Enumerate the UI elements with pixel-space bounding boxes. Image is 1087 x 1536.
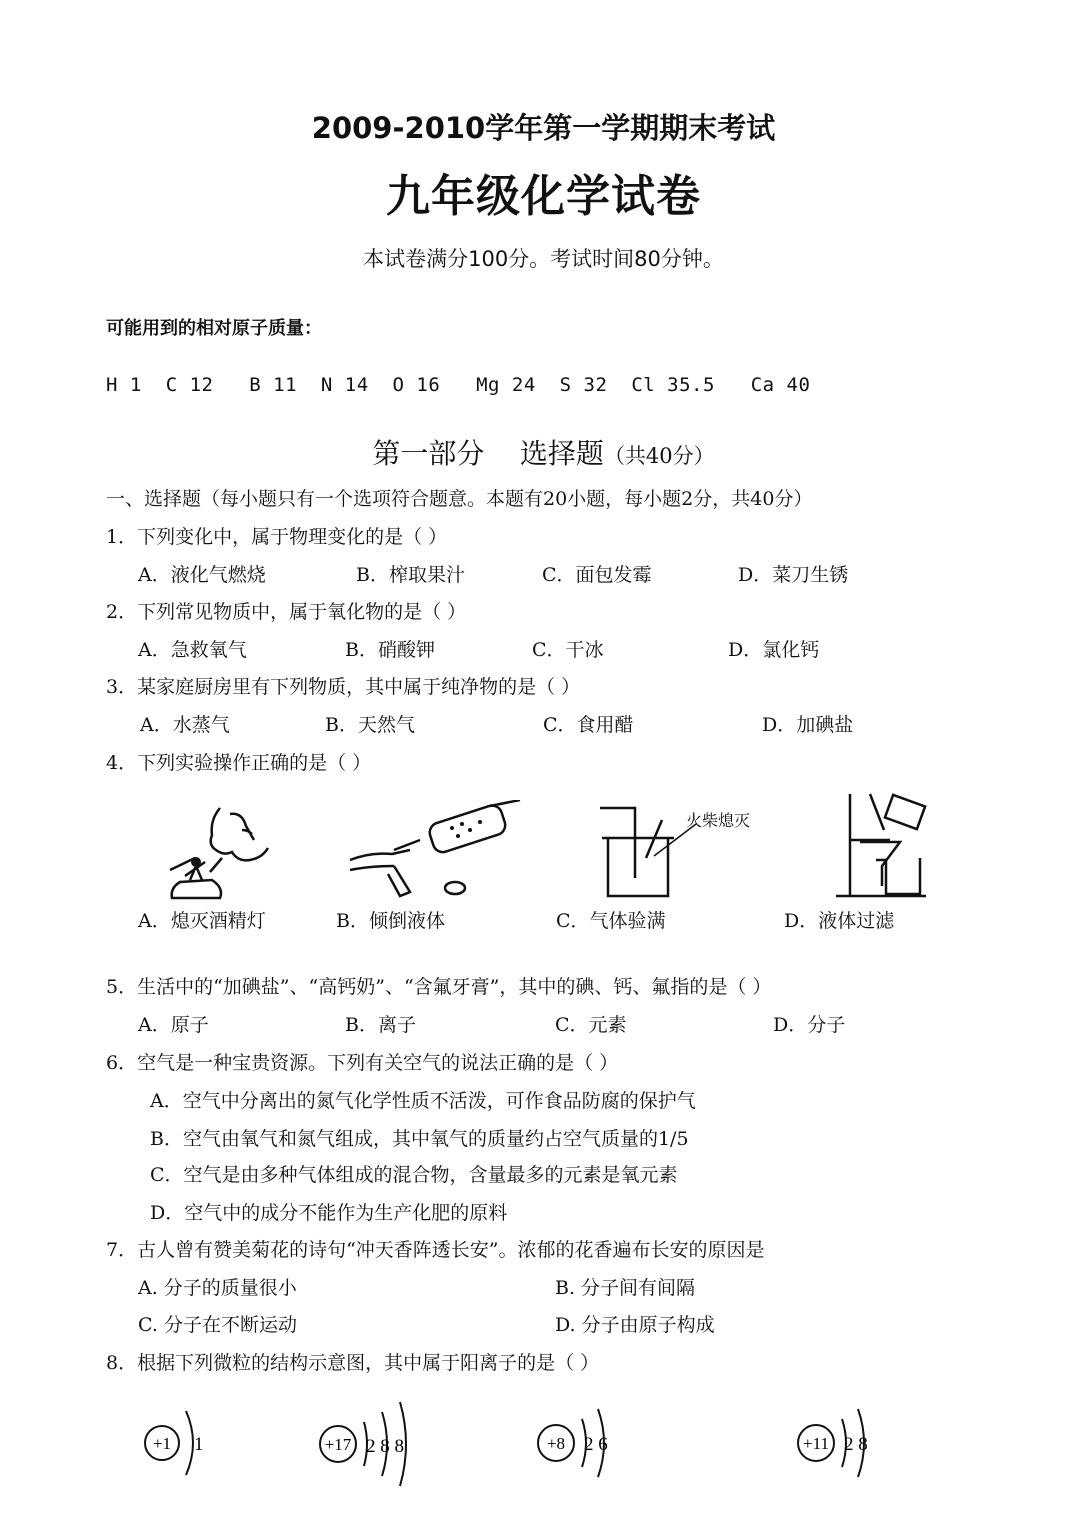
option: A．空气中分离出的氮气化学性质不活泼，可作食品防腐的保护气 xyxy=(150,1090,696,1112)
option: D．空气中的成分不能作为生产化肥的原料 xyxy=(150,1202,508,1224)
nucleus-charge: +1 xyxy=(152,1434,172,1453)
figure-filtration xyxy=(830,790,930,902)
option: C．元素 xyxy=(555,1014,627,1036)
electron-shells: 2 8 8 xyxy=(366,1436,404,1457)
electron-shells: 2 8 xyxy=(844,1434,868,1455)
option: C．面包发霉 xyxy=(542,564,652,586)
figure-extinguish-lamp xyxy=(150,800,280,905)
option: A．液化气燃烧 xyxy=(138,564,266,586)
nucleus-charge: +17 xyxy=(324,1435,352,1454)
electron-shells: 1 xyxy=(194,1434,204,1455)
part-heading-note: （共40分） xyxy=(603,444,715,468)
figure-label-match-out: 火柴熄灭 xyxy=(686,811,751,830)
option: D．氯化钙 xyxy=(728,639,820,661)
option: D．分子 xyxy=(773,1014,846,1036)
question-stem: 7．古人曾有赞美菊花的诗句“冲天香阵透长安”。浓郁的花香遍布长安的原因是 xyxy=(106,1239,765,1261)
part-heading-text: 第一部分 选择题 xyxy=(372,437,604,470)
question-stem: 3．某家庭厨房里有下列物质，其中属于纯净物的是（ ） xyxy=(106,676,581,698)
option: A．急救氧气 xyxy=(138,639,247,661)
option: B．倾倒液体 xyxy=(336,910,445,932)
particle-diagram xyxy=(532,1405,632,1485)
option: D．菜刀生锈 xyxy=(738,564,849,586)
figure-label-pointer xyxy=(650,820,700,860)
option: C．干冰 xyxy=(532,639,604,661)
nucleus-charge: +11 xyxy=(803,1434,829,1453)
part-heading xyxy=(0,432,1087,472)
option: B．离子 xyxy=(345,1014,416,1036)
section-title: 一、选择题（每小题只有一个选项符合题意。本题有20小题，每小题2分，共40分） xyxy=(106,488,813,510)
option: D. 分子由原子构成 xyxy=(555,1314,715,1336)
electron-shells: 2 6 xyxy=(584,1434,608,1455)
question-stem: 2．下列常见物质中，属于氧化物的是（ ） xyxy=(106,601,467,623)
option: C．食用醋 xyxy=(543,714,634,736)
option: C．空气是由多种气体组成的混合物，含量最多的元素是氧元素 xyxy=(150,1164,678,1186)
exam-instructions: 本试卷满分100分。考试时间80分钟。 xyxy=(363,247,724,271)
question-stem: 6．空气是一种宝贵资源。下列有关空气的说法正确的是（ ） xyxy=(106,1052,619,1074)
atomic-mass-label: 可能用到的相对原子质量： xyxy=(106,318,322,339)
option: B．榨取果汁 xyxy=(356,564,465,586)
exam-title: 2009-2010学年第一学期期末考试 xyxy=(311,111,776,145)
atomic-mass-values: H 1 C 12 B 11 N 14 O 16 Mg 24 S 32 Cl 35.5 Ca 40 xyxy=(106,374,811,396)
option: B．空气由氧气和氮气组成，其中氧气的质量约占空气质量的1/5 xyxy=(150,1128,689,1150)
question-stem: 4．下列实验操作正确的是（ ） xyxy=(106,752,372,774)
question-stem: 8．根据下列微粒的结构示意图，其中属于阳离子的是（ ） xyxy=(106,1352,600,1374)
paper-title: 九年级化学试卷 xyxy=(386,171,701,222)
option: D．液体过滤 xyxy=(784,910,895,932)
option: B．硝酸钾 xyxy=(345,639,435,661)
option: B．天然气 xyxy=(325,714,415,736)
option: A. 分子的质量很小 xyxy=(138,1277,297,1299)
figure-pour-liquid xyxy=(340,800,530,905)
option: A．原子 xyxy=(138,1014,209,1036)
option: C. 分子在不断运动 xyxy=(138,1314,297,1336)
question-stem: 5．生活中的“加碘盐”、“高钙奶”、“含氟牙膏”，其中的碘、钙、氟指的是（ ） xyxy=(106,976,772,998)
option: C．气体验满 xyxy=(556,910,666,932)
option: A．熄灭酒精灯 xyxy=(138,910,266,932)
particle-diagram xyxy=(792,1405,892,1485)
option: D．加碘盐 xyxy=(762,714,854,736)
question-stem: 1．下列变化中，属于物理变化的是（ ） xyxy=(106,526,448,548)
option: A．水蒸气 xyxy=(140,714,230,736)
nucleus-charge: +8 xyxy=(546,1434,566,1453)
option: B. 分子间有间隔 xyxy=(555,1277,696,1299)
particle-diagram xyxy=(312,1398,442,1488)
particle-diagram xyxy=(140,1405,230,1485)
